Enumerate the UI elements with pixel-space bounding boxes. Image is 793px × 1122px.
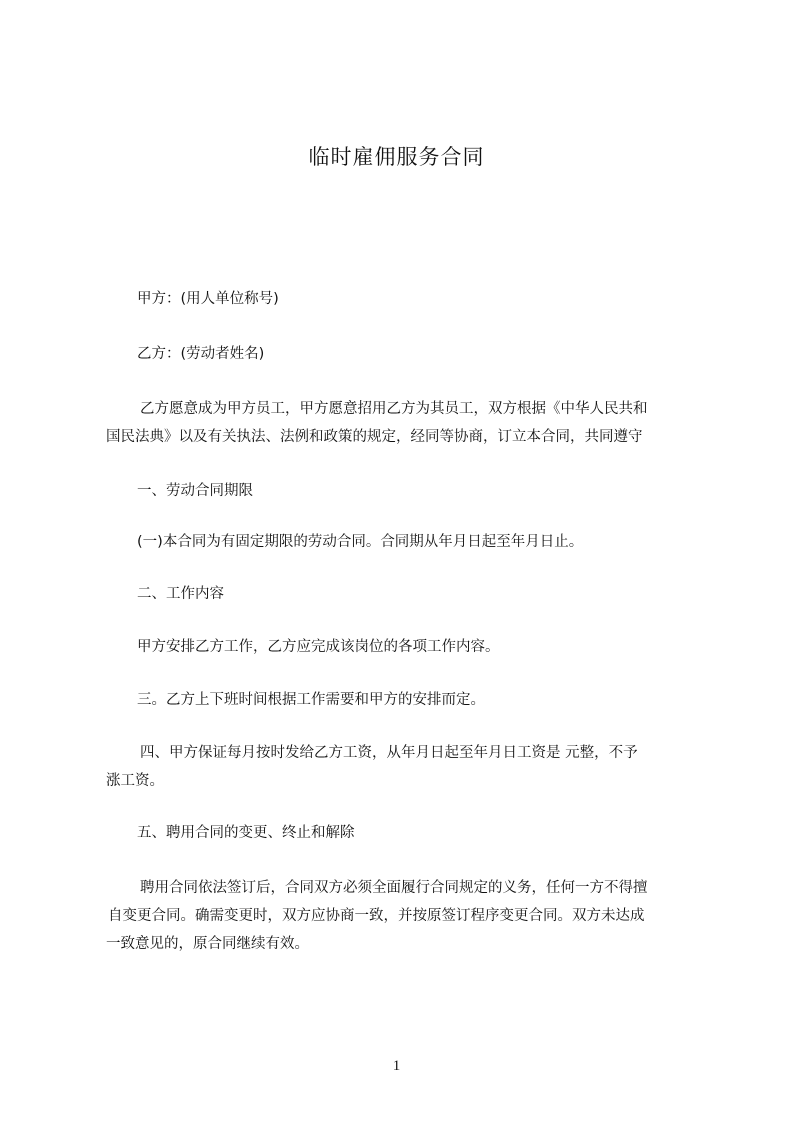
section-5-line-1: 聘用合同依法签订后，合同双方必须全面履行合同规定的义务，任何一方不得擅 [140, 880, 648, 896]
section-3-heading: 三。乙方上下班时间根据工作需要和甲方的安排而定。 [137, 692, 485, 708]
section-2-clause: 甲方安排乙方工作，乙方应完成该岗位的各项工作内容。 [137, 639, 500, 655]
section-1-heading: 一、劳动合同期限 [137, 483, 253, 499]
section-5-line-3: 一致意见的，原合同继续有效。 [106, 936, 309, 952]
section-4-line-1: 四、甲方保证每月按时发给乙方工资，从年月日起至年月日工资是 元整，不予 [140, 745, 638, 761]
page-number: 1 [392, 1058, 401, 1074]
section-2-heading: 二、工作内容 [137, 586, 224, 602]
section-4-line-2: 涨工资。 [106, 773, 164, 789]
intro-line-2: 国民法典》以及有关执法、法例和政策的规定，经同等协商，订立本合同，共同遵守 [106, 429, 643, 445]
intro-line-1: 乙方愿意成为甲方员工，甲方愿意招用乙方为其员工，双方根据《中华人民共和 [140, 401, 648, 417]
party-b-line: 乙方：(劳动者姓名) [137, 346, 265, 362]
section-5-heading: 五、聘用合同的变更、终止和解除 [137, 825, 355, 841]
party-a-line: 甲方：(用人单位称号) [137, 291, 279, 307]
document-title: 临时雇佣服务合同 [308, 145, 485, 169]
section-1-clause: (一)本合同为有固定期限的劳动合同。合同期从年月日起至年月日止。 [137, 534, 584, 550]
section-5-line-2: 自变更合同。确需变更时，双方应协商一致，并按原签订程序变更合同。双方未达成 [108, 908, 645, 924]
